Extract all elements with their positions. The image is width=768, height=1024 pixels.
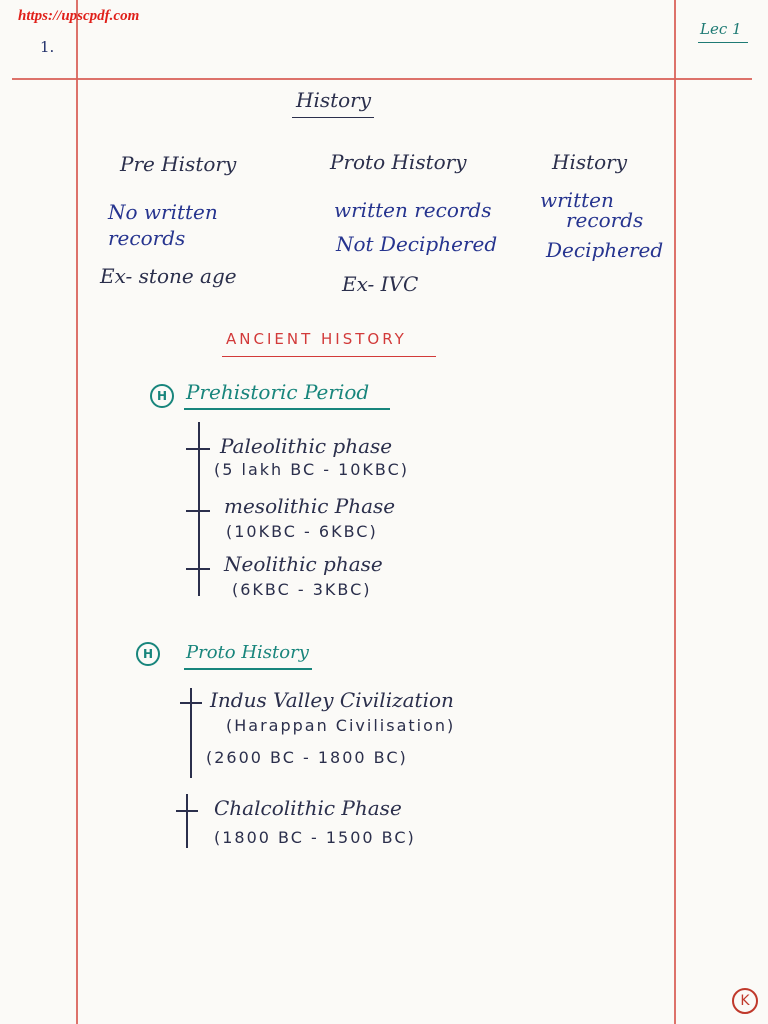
column-line: Deciphered	[546, 238, 664, 262]
phase-name: Paleolithic phase	[220, 434, 393, 458]
phase-range: (5 lakh BC - 10KBC)	[214, 460, 410, 479]
section-bullet-icon: H	[136, 642, 160, 666]
title-underline	[292, 117, 374, 118]
column-line: Not Deciphered	[336, 232, 498, 256]
lecture-tag: Lec 1	[700, 20, 742, 38]
left-margin-rule	[76, 0, 78, 1024]
right-margin-rule	[674, 0, 676, 1024]
protohistory-heading: Proto History	[186, 642, 309, 663]
protohistory-heading-underline	[184, 668, 312, 670]
column-heading-history: History	[552, 150, 628, 174]
timeline-tick	[180, 702, 202, 704]
timeline-tick	[186, 568, 210, 570]
civilization-range: (2600 BC - 1800 BC)	[206, 748, 408, 767]
column-example: Ex- IVC	[342, 272, 419, 296]
section-title-underline	[222, 356, 436, 357]
timeline-bar	[186, 794, 188, 848]
section-bullet-icon: H	[150, 384, 174, 408]
column-heading-prehistory: Pre History	[120, 152, 237, 176]
prehistoric-heading-underline	[184, 408, 390, 410]
civilization-name: Indus Valley Civilization	[210, 688, 454, 712]
footer-k-mark: K	[732, 988, 758, 1014]
column-example: Ex- stone age	[100, 264, 237, 288]
timeline-tick	[186, 510, 210, 512]
column-line: No written	[108, 200, 218, 224]
column-heading-protohistory: Proto History	[330, 150, 467, 174]
lecture-tag-underline	[698, 42, 748, 43]
phase-name: Chalcolithic Phase	[214, 796, 402, 820]
column-line: written records	[334, 198, 492, 222]
source-url[interactable]: https://upscpdf.com	[18, 8, 140, 24]
column-line: records	[566, 208, 644, 232]
page-number: 1.	[40, 38, 55, 56]
timeline-tick	[176, 810, 198, 812]
phase-name: Neolithic phase	[224, 552, 383, 576]
civilization-alt-name: (Harappan Civilisation)	[226, 716, 456, 735]
timeline-tick	[186, 448, 210, 450]
section-title: ANCIENT HISTORY	[226, 330, 407, 348]
header-rule	[12, 78, 752, 80]
column-line: written	[540, 188, 614, 212]
phase-name: mesolithic Phase	[224, 494, 396, 518]
page-title: History	[296, 88, 372, 112]
phase-range: (1800 BC - 1500 BC)	[214, 828, 416, 847]
phase-range: (10KBC - 6KBC)	[226, 522, 378, 541]
phase-range: (6KBC - 3KBC)	[232, 580, 372, 599]
prehistoric-heading: Prehistoric Period	[186, 380, 370, 404]
column-line: records	[108, 226, 186, 250]
